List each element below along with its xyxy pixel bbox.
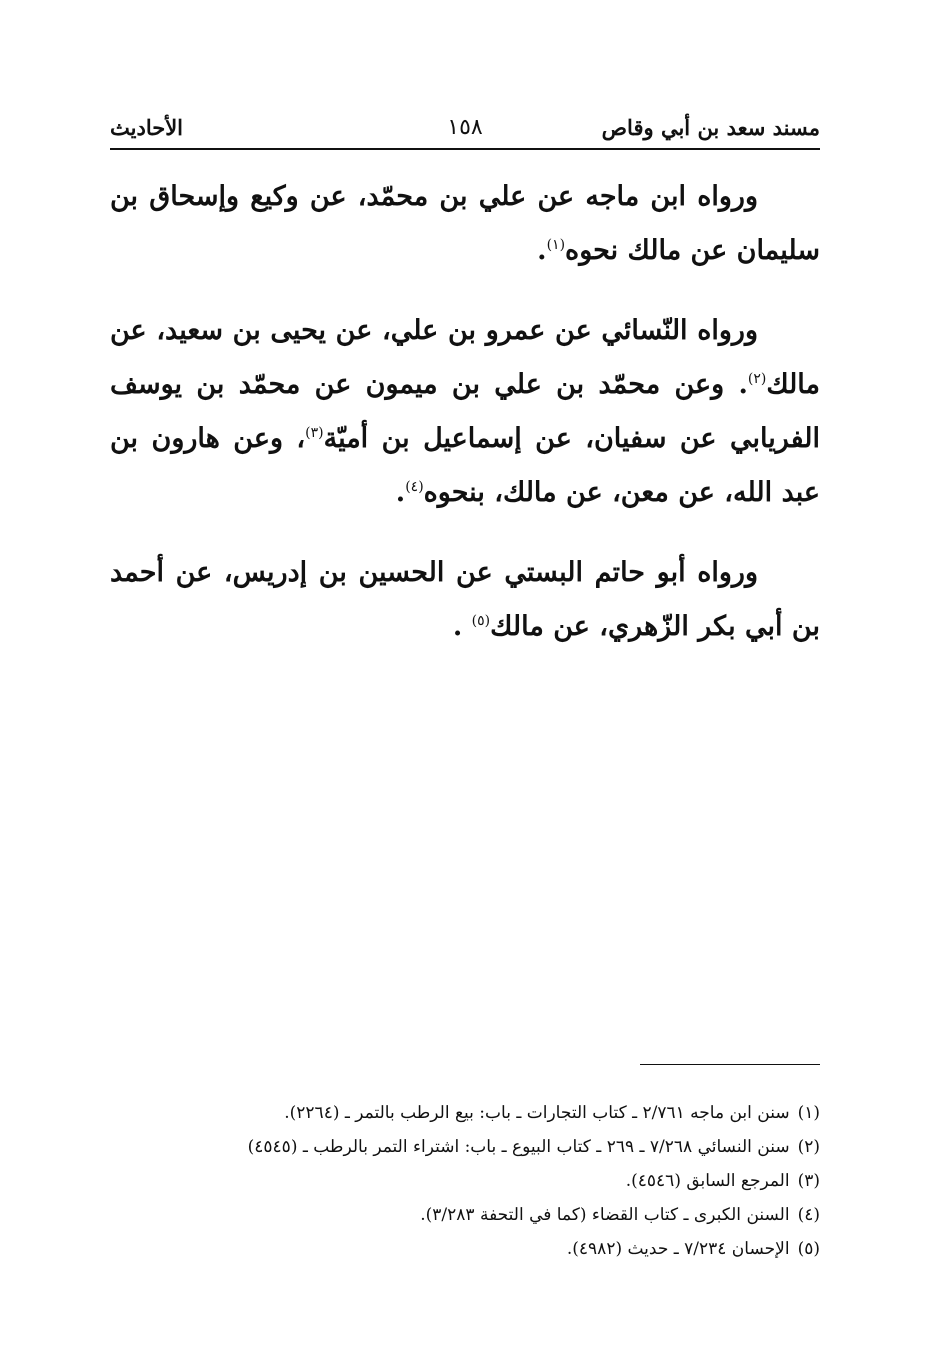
footnote-text: المرجع السابق (٤٥٤٦). bbox=[625, 1171, 790, 1191]
paragraph-text: . bbox=[452, 611, 472, 642]
footnote-reference: (٤) bbox=[405, 479, 424, 495]
paragraph-nasai bbox=[110, 304, 820, 520]
footnote-marker: (٢) bbox=[797, 1137, 820, 1157]
paragraph-text: ورواه ابن ماجه عن علي بن محمّد، عن وكيع وإسحاق بن سليمان عن مالك نحوه bbox=[110, 181, 820, 266]
paragraph-text: . bbox=[537, 235, 547, 266]
footnote-reference: (٢) bbox=[747, 371, 767, 387]
paragraph-text: ورواه أبو حاتم البستي عن الحسين بن إدريس، عن أحمد بن أبي بكر الزّهري، عن مالك bbox=[110, 557, 820, 642]
footnote-item bbox=[110, 1130, 820, 1164]
paragraph-text: ورواه النّسائي عن عمرو بن علي، عن يحيى بن سعيد، عن مالك bbox=[110, 315, 820, 400]
footnote-divider bbox=[640, 1064, 820, 1065]
footnote-reference: (٥) bbox=[471, 613, 491, 629]
header-divider bbox=[110, 148, 820, 150]
footnote-item bbox=[110, 1164, 820, 1198]
footnote-text: السنن الكبرى ـ كتاب القضاء (كما في التحفة ٣/٢٨٣). bbox=[420, 1205, 790, 1225]
footnote-text: سنن ابن ماجه ٢/٧٦١ ـ كتاب التجارات ـ باب: بيع الرطب بالتمر ـ (٢٢٦٤). bbox=[284, 1103, 790, 1123]
footnote-item bbox=[110, 1096, 820, 1130]
footnote-text: الإحسان ٧/٢٣٤ ـ حديث (٤٩٨٢). bbox=[566, 1239, 790, 1259]
book-page bbox=[110, 0, 820, 1354]
paragraph-abu-hatim bbox=[110, 546, 820, 654]
footnote-reference: (١) bbox=[546, 237, 566, 253]
page-number: ١٥٨ bbox=[447, 115, 483, 140]
footnote-marker: (٤) bbox=[797, 1205, 820, 1225]
paragraph-ibn-majah bbox=[110, 170, 820, 278]
paragraph-text: . وعن محمّد بن علي بن ميمون عن محمّد بن يوسف الفريابي عن سفيان، عن إسماعيل بن أميّة bbox=[110, 369, 820, 454]
paragraph-text: . bbox=[395, 477, 406, 508]
footnote-marker: (١) bbox=[797, 1103, 820, 1123]
section-title: الأحاديث bbox=[110, 115, 184, 140]
footnote-reference: (٣) bbox=[305, 425, 324, 441]
footnote-item bbox=[110, 1232, 820, 1266]
paragraph-text: ، وعن هارون بن عبد الله، عن معن، عن مالك، بنحوه bbox=[110, 423, 820, 508]
book-title: مسند سعد بن أبي وقاص bbox=[601, 115, 820, 140]
body-text bbox=[110, 170, 820, 680]
footnote-marker: (٣) bbox=[797, 1171, 820, 1191]
footnotes-list bbox=[110, 1096, 820, 1266]
footnote-item bbox=[110, 1198, 820, 1232]
footnote-marker: (٥) bbox=[797, 1239, 820, 1259]
footnote-text: سنن النسائي ٧/٢٦٨ ـ ٢٦٩ ـ كتاب البيوع ـ باب: اشتراء التمر بالرطب ـ (٤٥٤٥) bbox=[247, 1137, 790, 1157]
running-header bbox=[110, 114, 820, 148]
